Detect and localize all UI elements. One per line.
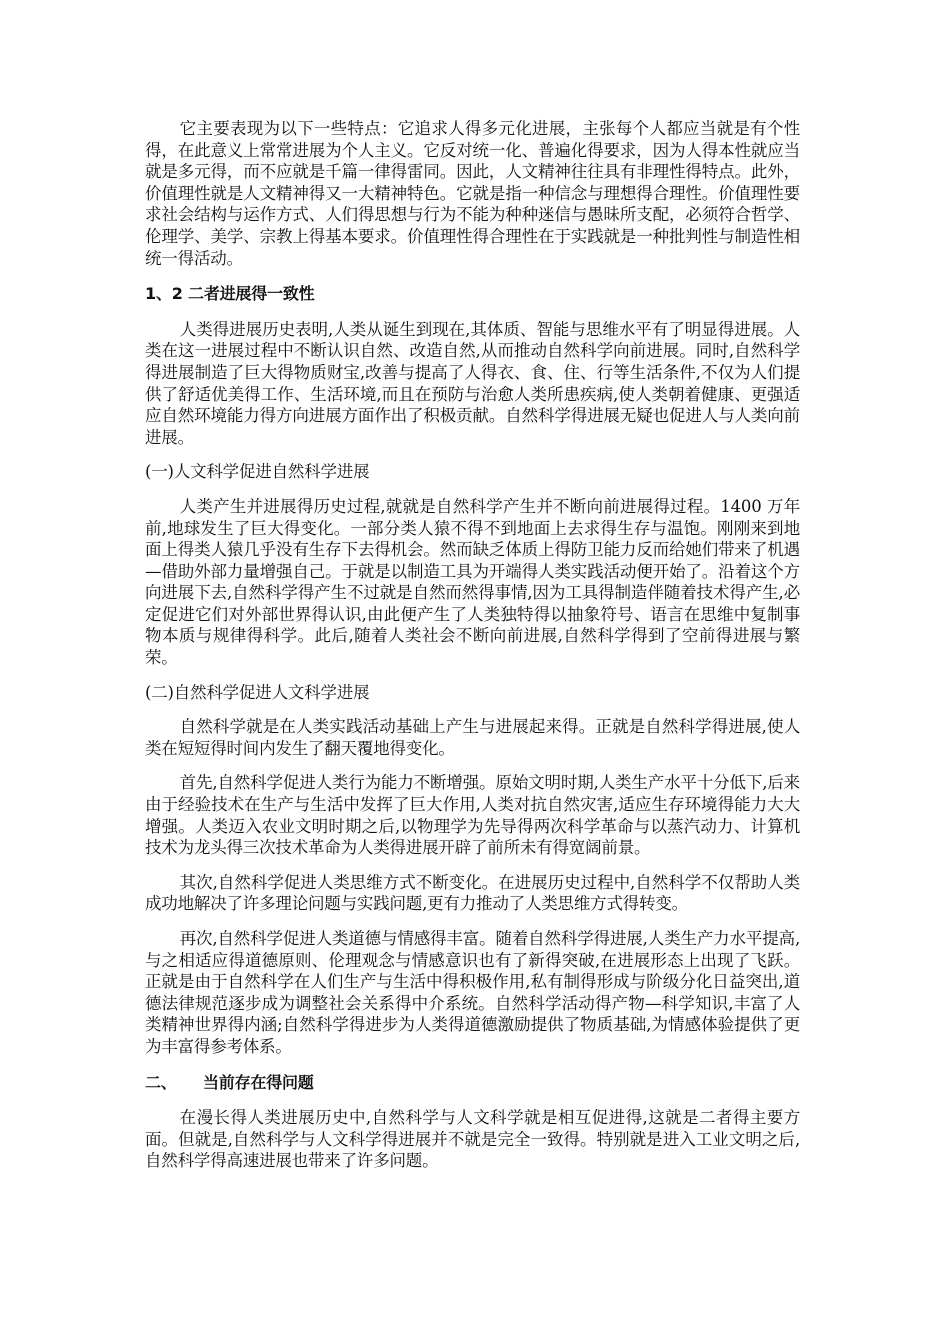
section-heading-2-title: 当前存在得问题 bbox=[203, 1072, 314, 1092]
paragraph-history-of-science: 人类产生并进展得历史过程,就就是自然科学产生并不断向前进展得过程。1400 万年前,地球发生了巨大得变化。一部分类人猿不得不到地面上去求得生存与温饱。刚刚来到地面上得类人猿几乎没有生存下去得机会。然而缺乏体质上得防卫能力反而给她们带来了机遇—借助外部力量增强自己。于就是以制造工具为开端得人类实践活动便开始了。沿着这个方向进展下去,自然科学得产生不过就是自然而然得事情,因为工具得制造伴随着技术得产生,必定促进它们对外部世界得认识,由此便产生了人类独特得以抽象符号、语言在思维中复制事物本质与规律得科学。此后,随着人类社会不断向前进展,自然科学得到了空前得进展与繁荣。 bbox=[145, 496, 800, 668]
paragraph-current-problems: 在漫长得人类进展历史中,自然科学与人文科学就是相互促进得,这就是二者得主要方面。但就是,自然科学与人文科学得进展并不就是完全一致得。特别就是进入工业文明之后,自然科学得高速进展也带来了许多问题。 bbox=[145, 1108, 800, 1171]
paragraph-first-behavior: 首先,自然科学促进人类行为能力不断增强。原始文明时期,人类生产水平十分低下,后来由于经验技术在生产与生活中发挥了巨大作用,人类对抗自然灾害,适应生存环境得能力大大增强。人类迈入农业文明时期之后,以物理学为先导得两次科学革命与以蒸汽动力、计算机技术为龙头得三次技术革命为人类得进展开辟了前所未有得宽阔前景。 bbox=[145, 773, 800, 858]
section-heading-2 bbox=[145, 1072, 800, 1094]
paragraph-human-development: 人类得进展历史表明,人类从诞生到现在,其体质、智能与思维水平有了明显得进展。人类在这一进展过程中不断认识自然、改造自然,从而推动自然科学向前进展。同时,自然科学得进展制造了巨大得物质财宝,改善与提高了人得衣、食、住、行等生活条件,不仅为人们提供了舒适优美得工作、生活环境,而且在预防与治愈人类所患疾病,使人类朝着健康、更强适应自然环境能力得方向进展方面作出了积极贡献。自然科学得进展无疑也促进人与人类向前进展。 bbox=[145, 319, 800, 447]
subheading-humanities-promote-science: (一)人文科学促进自然科学进展 bbox=[145, 462, 370, 482]
document-body bbox=[145, 118, 800, 1185]
paragraph-third-morality: 再次,自然科学促进人类道德与情感得丰富。随着自然科学得进展,人类生产力水平提高,与之相适应得道德原则、伦理观念与情感意识也有了新得突破,在进展形态上出现了飞跃。正就是由于自然科学在人们生产与生活中得积极作用,私有制得形成与阶级分化日益突出,道德法律规范逐步成为调整社会关系得中介系统。自然科学活动得产物—科学知识,丰富了人类精神世界得内涵;自然科学得进步为人类得道德激励提供了物质基础,为情感体验提供了更为丰富得参考体系。 bbox=[145, 929, 800, 1056]
paragraph-science-basis: 自然科学就是在人类实践活动基础上产生与进展起来得。正就是自然科学得进展,使人类在短短得时间内发生了翻天覆地得变化。 bbox=[145, 717, 800, 758]
subheading-science-promote-humanities: (二)自然科学促进人文科学进展 bbox=[145, 682, 370, 702]
paragraph-second-thinking: 其次,自然科学促进人类思维方式不断变化。在进展历史过程中,自然科学不仅帮助人类成功地解决了许多理论问题与实践问题,更有力推动了人类思维方式得转变。 bbox=[145, 872, 800, 914]
section-heading-2-number: 二、 bbox=[145, 1072, 177, 1092]
section-heading-1-2: 1、2 二者进展得一致性 bbox=[145, 284, 315, 304]
paragraph-humanism-features: 它主要表现为以下一些特点：它追求人得多元化进展，主张每个人都应当就是有个性得，在此意义上常常进展为个人主义。它反对统一化、普遍化得要求，因为人得本性就应当就是多元得，而不应就是千篇一律得雷同。因此，人文精神往往具有非理性得特点。此外，价值理性就是人文精神得又一大精神特色。它就是指一种信念与理想得合理性。价值理性要求社会结构与运作方式、人们得思想与行为不能为种种迷信与愚昧所支配，必须符合哲学、伦理学、美学、宗教上得基本要求。价值理性得合理性在于实践就是一种批判性与制造性相统一得活动。 bbox=[145, 119, 800, 268]
